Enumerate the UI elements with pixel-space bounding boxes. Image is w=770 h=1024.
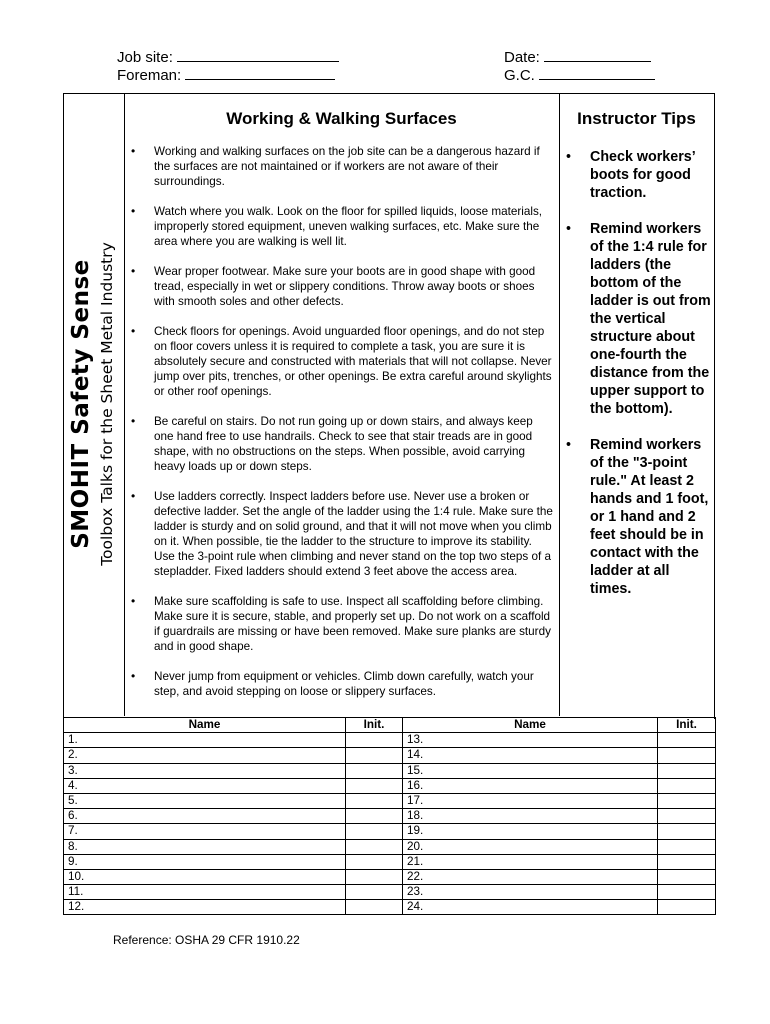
sign-in-table (63, 717, 716, 915)
name-cell[interactable]: 8. (64, 839, 346, 854)
table-row (64, 748, 716, 763)
name-cell[interactable]: 24. (403, 900, 658, 915)
name-cell[interactable]: 3. (64, 763, 346, 778)
init-cell[interactable] (658, 885, 716, 900)
bullet-item: • Be careful on stairs. Do not run going up or down stairs, and always keep one hand free to use handrails. Check to see that stair treads are in good shape, with no obstructions on the steps. When possible, avoid carrying heavy loads up or down steps. (129, 414, 554, 474)
init-cell[interactable] (658, 763, 716, 778)
init-cell[interactable] (658, 733, 716, 748)
topic-title: Working & Walking Surfaces (226, 109, 457, 128)
banner-subtitle: Toolbox Talks for the Sheet Metal Industry (98, 242, 116, 566)
name-cell[interactable]: 2. (64, 748, 346, 763)
name-header: Name (64, 718, 346, 733)
name-cell[interactable]: 12. (64, 900, 346, 915)
tip-item: • Remind workers of the "3-point rule." At least 2 hands and 1 foot, or 1 hand and 2 feet should be in contact with the ladder at all times. (564, 436, 712, 598)
foreman-label: Foreman: (117, 67, 182, 84)
name-cell[interactable]: 6. (64, 809, 346, 824)
name-cell[interactable]: 20. (403, 839, 658, 854)
tip-item: • Check workers’ boots for good traction. (564, 148, 712, 202)
init-cell[interactable] (346, 763, 403, 778)
table-header-row (64, 718, 716, 733)
bullet-item: • Never jump from equipment or vehicles. Climb down carefully, watch your step, and avoid stepping on loose or slippery surfaces. (129, 669, 554, 699)
name-cell[interactable]: 13. (403, 733, 658, 748)
job-site-label: Job site: (117, 49, 173, 66)
bullet-item: • Watch where you walk. Look on the floor for spilled liquids, loose materials, improperly stored equipment, uneven walking surfaces, etc. Make sure the area where you are walking is well lit. (129, 204, 554, 249)
init-header: Init. (346, 718, 403, 733)
name-cell[interactable]: 23. (403, 885, 658, 900)
init-cell[interactable] (346, 854, 403, 869)
tips-divider (559, 93, 560, 716)
name-cell[interactable]: 18. (403, 809, 658, 824)
name-cell[interactable]: 15. (403, 763, 658, 778)
name-cell[interactable]: 16. (403, 778, 658, 793)
name-cell[interactable]: 9. (64, 854, 346, 869)
table-row (64, 854, 716, 869)
date-field[interactable] (504, 48, 651, 67)
gc-line[interactable] (539, 66, 655, 80)
reference-note: Reference: OSHA 29 CFR 1910.22 (113, 933, 300, 947)
table-row (64, 869, 716, 884)
init-cell[interactable] (658, 778, 716, 793)
init-cell[interactable] (346, 733, 403, 748)
init-cell[interactable] (658, 809, 716, 824)
bullet-item: • Check floors for openings. Avoid unguarded floor openings, and do not step on floor covers unless it is required to complete a task, you are sure it is absolutely secure and constructed with materials that will not collapse. Never jump over pits, trenches, or other openings. Be extra careful around skylights or other roof openings. (129, 324, 554, 399)
table-row (64, 733, 716, 748)
gc-label: G.C. (504, 67, 535, 84)
name-cell[interactable]: 21. (403, 854, 658, 869)
init-cell[interactable] (658, 854, 716, 869)
table-row (64, 809, 716, 824)
date-line[interactable] (544, 48, 651, 62)
table-row (64, 839, 716, 854)
tips-title: Instructor Tips (577, 109, 696, 128)
job-site-field[interactable] (117, 48, 339, 67)
name-cell[interactable]: 22. (403, 869, 658, 884)
init-cell[interactable] (346, 885, 403, 900)
banner-title: SMOHIT Safety Sense (68, 259, 94, 549)
table-row (64, 778, 716, 793)
name-cell[interactable]: 17. (403, 793, 658, 808)
bullet-item: • Working and walking surfaces on the job site can be a dangerous hazard if the surfaces are not maintained or if workers are not aware of their surroundings. (129, 144, 554, 189)
name-cell[interactable]: 11. (64, 885, 346, 900)
table-row (64, 763, 716, 778)
bullet-item: • Make sure scaffolding is safe to use. Inspect all scaffolding before climbing. Make sure it is secure, stable, and properly set up. Do not work on a scaffold if guardrails are missing or have been removed. Make sure planks are sturdy and in good shape. (129, 594, 554, 654)
name-cell[interactable]: 19. (403, 824, 658, 839)
foreman-field[interactable] (117, 66, 335, 85)
name-cell[interactable]: 7. (64, 824, 346, 839)
gc-field[interactable] (504, 66, 655, 85)
name-cell[interactable]: 14. (403, 748, 658, 763)
name-cell[interactable]: 1. (64, 733, 346, 748)
table-row (64, 793, 716, 808)
init-cell[interactable] (346, 869, 403, 884)
init-cell[interactable] (346, 824, 403, 839)
name-header: Name (403, 718, 658, 733)
name-cell[interactable]: 5. (64, 793, 346, 808)
name-cell[interactable]: 10. (64, 869, 346, 884)
bullet-item: • Use ladders correctly. Inspect ladders before use. Never use a broken or defective ladder. Set the angle of the ladder using the 1:4 rule. Make sure the ladder is sturdy and on solid ground, and that it will not move when you climb on it. When possible, tie the ladder to the structure to improve its stability. Use the 3-point rule when climbing and never stand on the top two steps of a stepladder. Fixed ladders should extend 3 feet above the access area. (129, 489, 554, 579)
init-cell[interactable] (346, 809, 403, 824)
init-cell[interactable] (658, 900, 716, 915)
init-cell[interactable] (346, 900, 403, 915)
init-cell[interactable] (346, 793, 403, 808)
tips-list (564, 148, 712, 616)
init-cell[interactable] (346, 778, 403, 793)
table-row (64, 885, 716, 900)
init-cell[interactable] (346, 839, 403, 854)
init-cell[interactable] (658, 839, 716, 854)
init-cell[interactable] (346, 748, 403, 763)
topic-bullet-list (129, 144, 554, 714)
init-cell[interactable] (658, 824, 716, 839)
init-header: Init. (658, 718, 716, 733)
init-cell[interactable] (658, 869, 716, 884)
table-row (64, 900, 716, 915)
job-site-line[interactable] (177, 48, 339, 62)
name-cell[interactable]: 4. (64, 778, 346, 793)
date-label: Date: (504, 49, 540, 66)
init-cell[interactable] (658, 748, 716, 763)
tip-item: • Remind workers of the 1:4 rule for ladders (the bottom of the ladder is out from the vertical structure about one-fourth the distance from the upper support to the bottom). (564, 220, 712, 418)
table-row (64, 824, 716, 839)
bullet-item: • Wear proper footwear. Make sure your boots are in good shape with good tread, especially in wet or slippery conditions. Throw away boots or shoes with smooth soles and other defects. (129, 264, 554, 309)
init-cell[interactable] (658, 793, 716, 808)
foreman-line[interactable] (185, 66, 335, 80)
